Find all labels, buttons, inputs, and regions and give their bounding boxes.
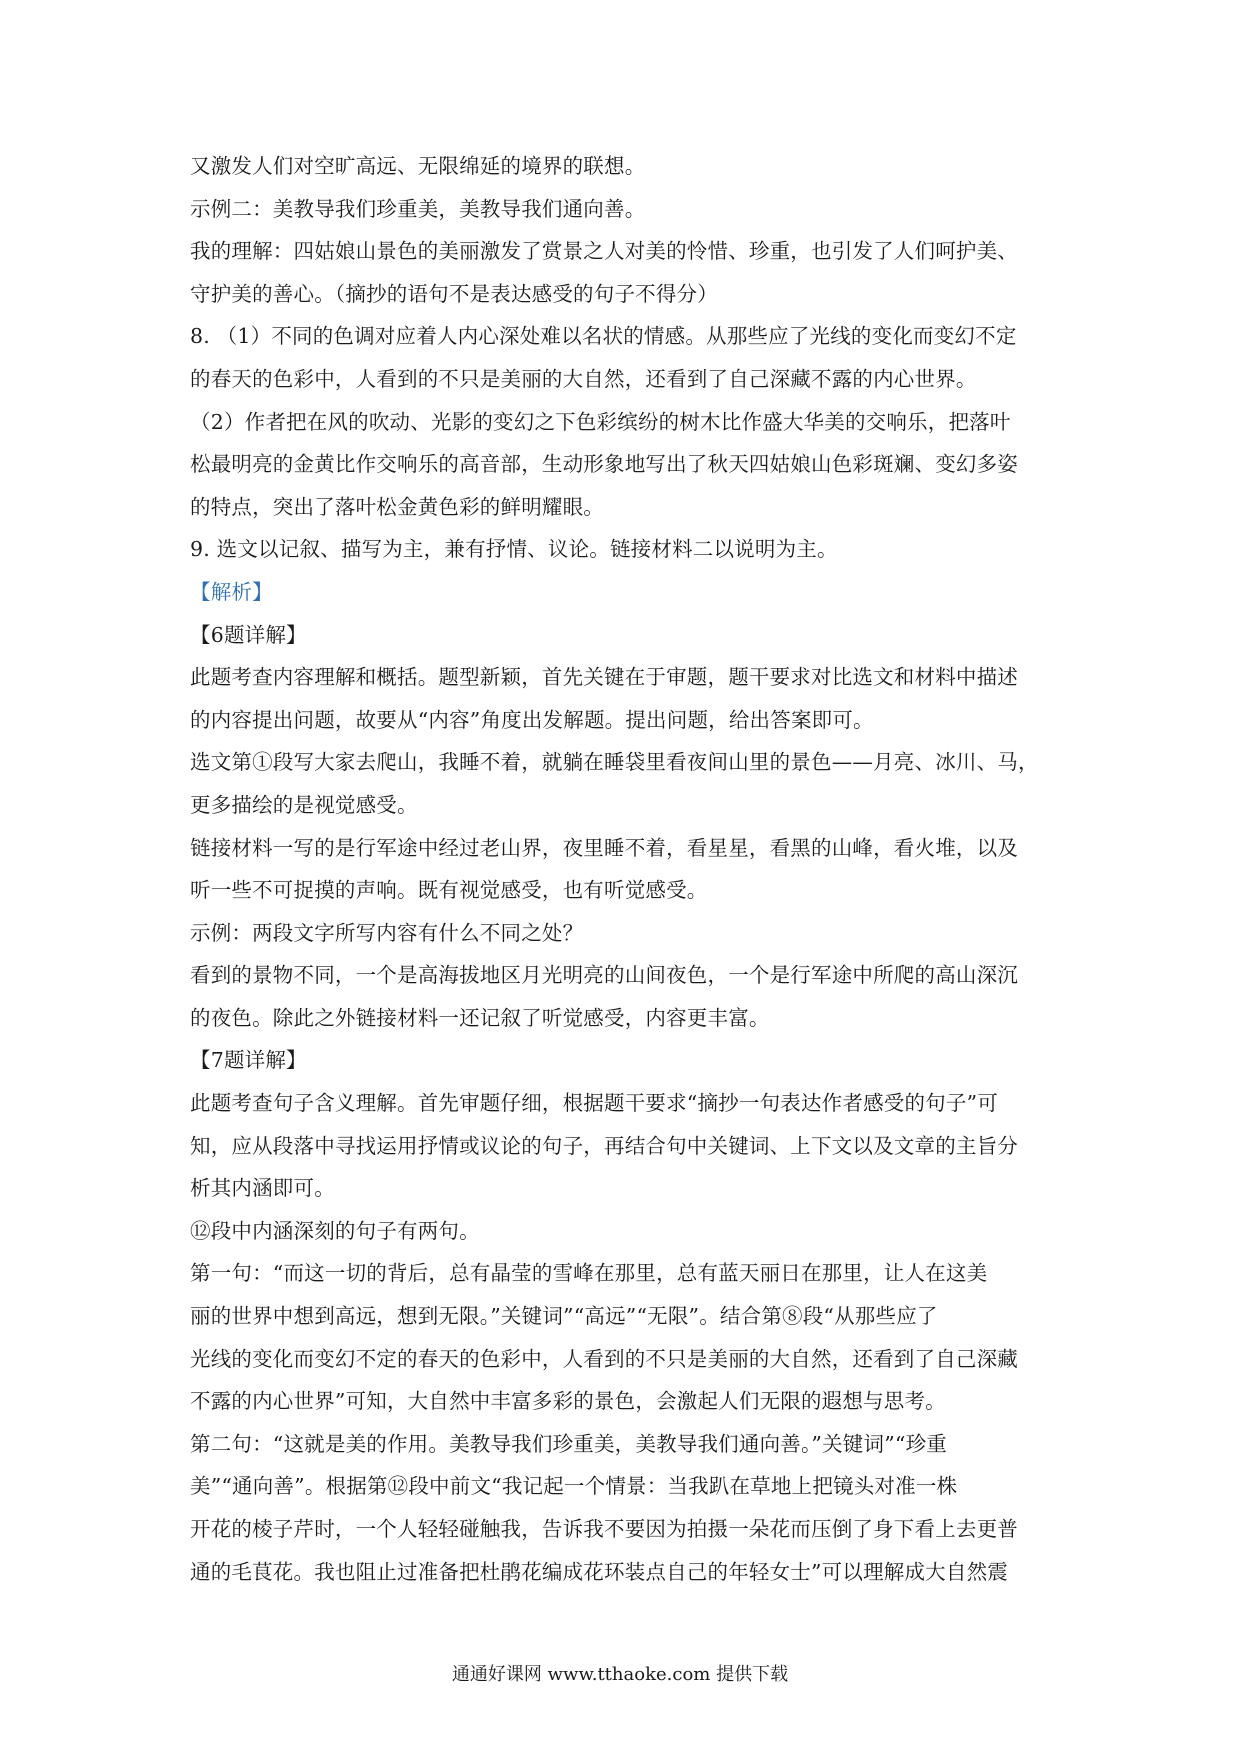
page-footer: 通通好课网 www.tthaoke.com 提供下载 [451, 1664, 789, 1685]
text-line: 9. 选文以记叙、描写为主，兼有抒情、议论。链接材料二以说明为主。 [190, 537, 838, 562]
text-line: 通的毛茛花。我也阻止过准备把杜鹃花编成花环装点自己的年轻女士”可以理解成大自然震 [190, 1559, 1008, 1584]
text-line: 的特点，突出了落叶松金黄色彩的鲜明耀眼。 [190, 494, 604, 519]
text-line: 又激发人们对空旷高远、无限绵延的境界的联想。 [190, 154, 646, 178]
analysis-heading: 【解析】 [190, 579, 273, 604]
section-heading-q6: 【6题详解】 [190, 622, 307, 647]
text-line: ⑫段中内涵深刻的句子有两句。 [190, 1218, 480, 1243]
text-line: 链接材料一写的是行军途中经过老山界，夜里睡不着，看星星，看黑的山峰，看火堆，以及 [190, 835, 1018, 860]
document-body [190, 145, 1060, 1593]
text-line: 的春天的色彩中，人看到的不只是美丽的大自然，还看到了自己深藏不露的内心世界。 [190, 366, 977, 391]
text-line: 光线的变化而变幻不定的春天的色彩中，人看到的不只是美丽的大自然，还看到了自己深藏 [190, 1346, 1018, 1371]
text-line: 不露的内心世界”可知，大自然中丰富多彩的景色，会激起人们无限的遐想与思考。 [190, 1389, 946, 1414]
text-line: 第二句：“这就是美的作用。美教导我们珍重美，美教导我们通向善。”关键词”“珍重 [190, 1431, 947, 1456]
text-line: 知，应从段落中寻找运用抒情或议论的句子，再结合句中关键词、上下文以及文章的主旨分 [190, 1133, 1018, 1158]
text-line: 守护美的善心。（摘抄的语句不是表达感受的句子不得分） [190, 281, 718, 306]
section-heading-q7: 【7题详解】 [190, 1048, 307, 1073]
text-line: 8. （1）不同的色调对应着人内心深处难以名状的情感。从那些应了光线的变化而变幻不定 [190, 324, 1017, 349]
text-line: 更多描绘的是视觉感受。 [190, 792, 418, 817]
text-line: 此题考查内容理解和概括。题型新颖，首先关键在于审题，题干要求对比选文和材料中描述 [190, 665, 1018, 690]
text-line: 丽的世界中想到高远，想到无限。”关键词”“高远”“无限”。结合第⑧段“从那些应了 [190, 1304, 938, 1329]
text-line: 析其内涵即可。 [190, 1176, 335, 1201]
text-line: （2）作者把在风的吹动、光影的变幻之下色彩缤纷的树木比作盛大华美的交响乐，把落叶 [190, 409, 1011, 434]
text-line: 的内容提出问题，故要从“内容”角度出发解题。提出问题，给出答案即可。 [190, 707, 874, 732]
text-line: 此题考查句子含义理解。首先审题仔细，根据题干要求“摘抄一句表达作者感受的句子”可 [190, 1091, 998, 1116]
text-line: 听一些不可捉摸的声响。既有视觉感受，也有听觉感受。 [190, 878, 708, 903]
text-line: 看到的景物不同，一个是高海拔地区月光明亮的山间夜色，一个是行军途中所爬的高山深沉 [190, 963, 1018, 988]
text-line: 第一句：“而这一切的背后，总有晶莹的雪峰在那里，总有蓝天丽日在那里，让人在这美 [190, 1261, 988, 1286]
text-line: 开花的棱子芹时，一个人轻轻碰触我，告诉我不要因为拍摄一朵花而压倒了身下看上去更普 [190, 1517, 1018, 1541]
text-line: 美”“通向善”。根据第⑫段中前文“我记起一个情景：当我趴在草地上把镜头对准一株 [190, 1474, 958, 1499]
text-line: 我的理解：四姑娘山景色的美丽激发了赏景之人对美的怜惜、珍重，也引发了人们呵护美、 [190, 239, 1018, 264]
text-line: 的夜色。除此之外链接材料一还记叙了听觉感受，内容更丰富。 [190, 1005, 770, 1030]
text-line: 示例二：美教导我们珍重美，美教导我们通向善。 [190, 196, 646, 221]
text-line: 松最明亮的金黄比作交响乐的高音部，生动形象地写出了秋天四姑娘山色彩斑斓、变幻多姿 [190, 452, 1018, 477]
text-line: 示例：两段文字所写内容有什么不同之处？ [190, 920, 584, 945]
text-line: 选文第①段写大家去爬山，我睡不着，就躺在睡袋里看夜间山里的景色——月亮、冰川、马， [190, 750, 1039, 775]
